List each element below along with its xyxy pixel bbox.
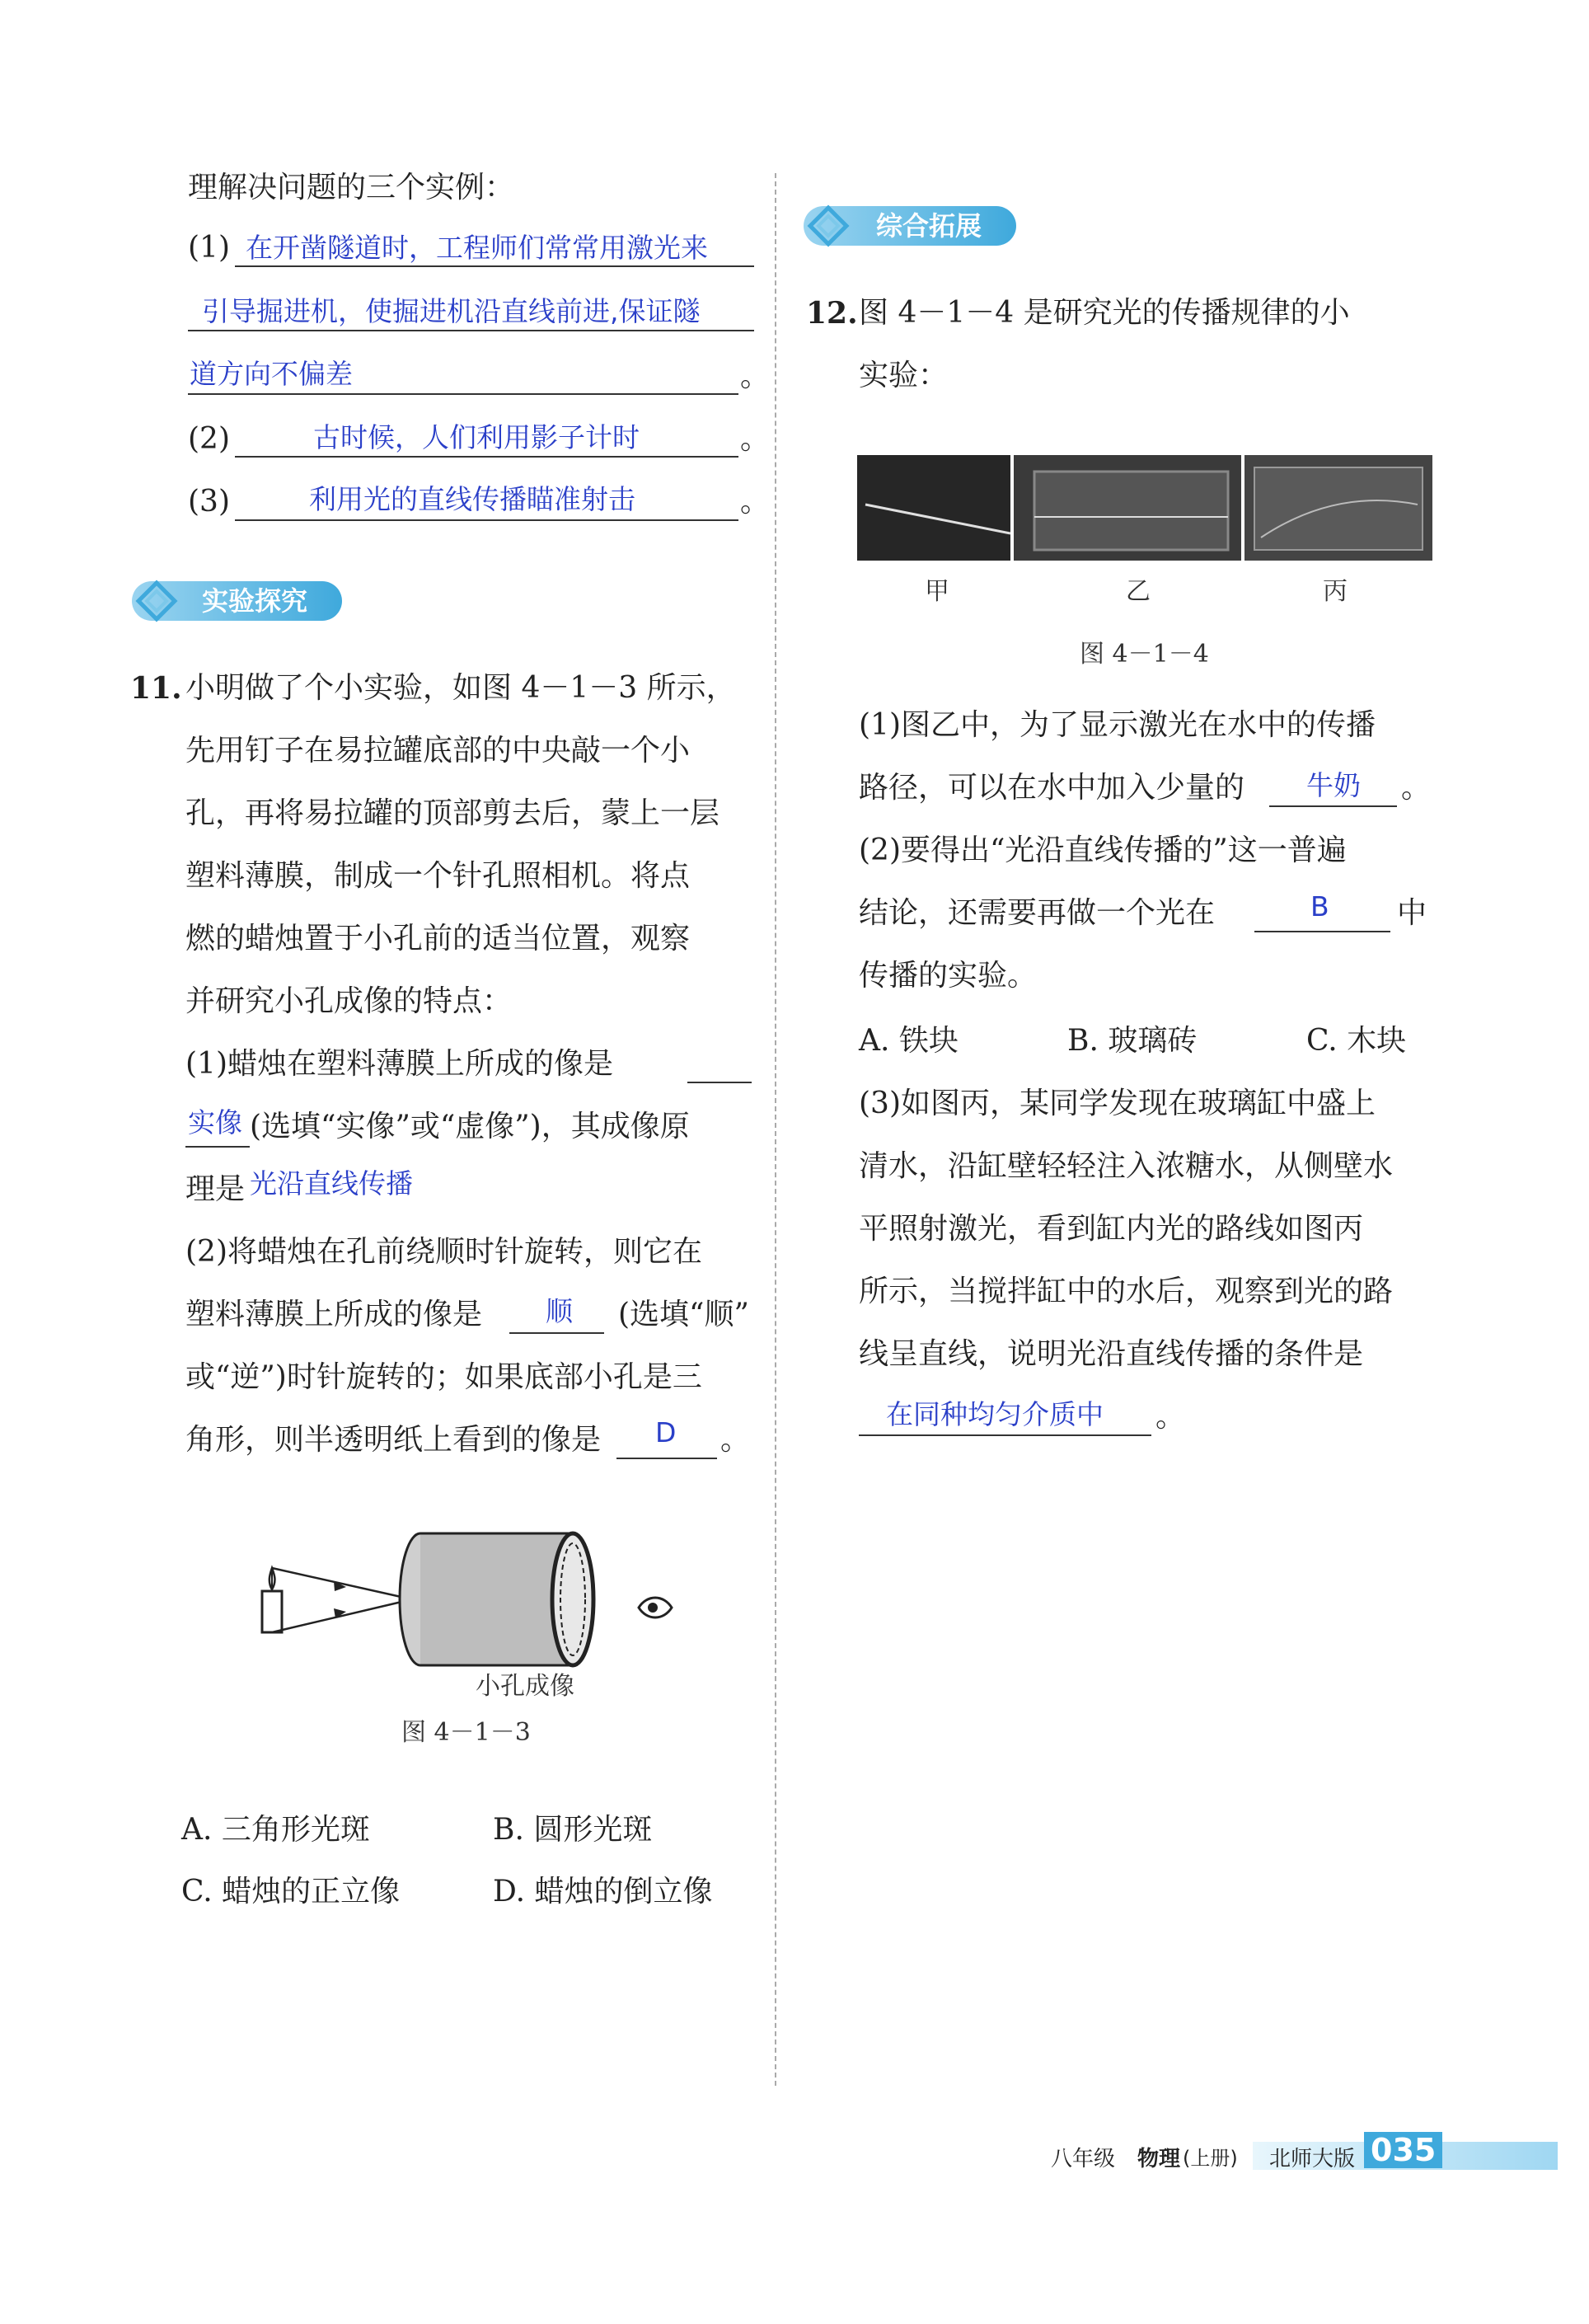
example-1-answer-b: 引导掘进机，使掘进机沿直线前进,保证隧	[202, 295, 701, 327]
q12-part2-text-d: 传播的实验。	[859, 959, 1038, 993]
q12-part1-text-b: 路径，可以在水中加入少量的	[859, 771, 1245, 805]
q12-part1-text: (1)图乙中，为了显示激光在水中的传播	[859, 708, 1376, 742]
section-title: 综合拓展	[876, 210, 982, 242]
q11-part2-answer-2: D	[655, 1416, 677, 1448]
figure-caption: 图 4－1－3	[401, 1718, 531, 1747]
q12-part2-answer: B	[1310, 890, 1329, 923]
q11-part2-answer: 顺	[546, 1295, 573, 1327]
example-1-num: (1)	[188, 231, 230, 265]
q12-line-2: 实验：	[859, 359, 949, 392]
period: 。	[740, 485, 771, 519]
q12-option-c: C. 木块	[1306, 1024, 1407, 1058]
plastic-film	[552, 1533, 593, 1665]
figure-caption: 图 4－1－4	[1080, 640, 1209, 669]
q12-part3-line-4: 所示，当搅拌缸中的水后，观察到光的路	[859, 1275, 1394, 1308]
footer-subject: 物理	[1137, 2147, 1181, 2171]
q11-line-4: 塑料薄膜，制成一个针孔照相机。将点	[185, 859, 691, 893]
q12-part2-text-c: 中	[1397, 896, 1427, 930]
option-a: A. 三角形光斑	[181, 1813, 370, 1847]
candle-icon	[262, 1591, 282, 1632]
q12-part3-answer: 在同种均匀介质中	[886, 1398, 1104, 1430]
period: 。	[720, 1423, 751, 1457]
period: 。	[740, 359, 771, 393]
q12-part3-line-3: 平照射激光，看到缸内光的路线如图丙	[859, 1212, 1364, 1246]
q11-part1-answer: 实像	[188, 1106, 242, 1139]
example-2-answer: 古时候，人们利用影子计时	[313, 421, 640, 453]
footer-edition: 北师大版	[1269, 2147, 1356, 2171]
section-badge-experiment	[132, 581, 342, 621]
example-2-num: (2)	[188, 422, 230, 456]
q11-line-3: 孔，再将易拉罐的顶部剪去后，蒙上一层	[185, 796, 720, 830]
example-1-answer-a: 在开凿隧道时，工程师们常常用激光来	[246, 232, 708, 264]
example-3-answer: 利用光的直线传播瞄准射击	[309, 483, 635, 515]
q12-part2-text: (2)要得出“光沿直线传播的”这一普遍	[859, 833, 1347, 867]
q12-part3-line-2: 清水，沿缸壁轻轻注入浓糖水，从侧壁水	[859, 1149, 1394, 1183]
q11-part2-text-c: (选填“顺”	[618, 1298, 749, 1331]
section-logo-icon	[802, 201, 860, 251]
q11-line-5: 燃的蜡烛置于小孔前的适当位置，观察	[185, 922, 691, 955]
option-c: C. 蜡烛的正立像	[181, 1875, 401, 1908]
q11-part2-text: (2)将蜡烛在孔前绕顺时针旋转，则它在	[185, 1235, 702, 1269]
q11-line-6: 并研究小孔成像的特点：	[185, 984, 513, 1018]
q11-part1-answer-2: 光沿直线传播	[250, 1167, 413, 1200]
pinhole-camera-figure	[247, 1509, 692, 1674]
q12-part3-line-1: (3)如图丙，某同学发现在玻璃缸中盛上	[859, 1087, 1376, 1120]
figure-label: 小孔成像	[476, 1672, 574, 1701]
q12-line-1: 图 4－1－4 是研究光的传播规律的小	[859, 296, 1350, 330]
intro-text: 理解决问题的三个实例：	[188, 171, 515, 204]
photo-jia	[857, 455, 1010, 561]
photo-bing	[1244, 455, 1432, 561]
q11-part1-text-c: 理是	[185, 1172, 246, 1206]
q11-line-1: 小明做了个小实验，如图 4－1－3 所示，	[185, 671, 736, 705]
q11-part2-text-e: 角形，则半透明纸上看到的像是	[185, 1423, 602, 1457]
period: 。	[740, 422, 771, 456]
q11-part2-text-d: 或“逆”)时针旋转的；如果底部小孔是三	[185, 1360, 702, 1394]
q12-option-a: A. 铁块	[859, 1024, 959, 1058]
example-3-num: (3)	[188, 485, 230, 519]
question-12-number: 12.	[806, 296, 858, 331]
q11-part2-text-b: 塑料薄膜上所成的像是	[185, 1298, 483, 1331]
photo-label-yi: 乙	[1126, 577, 1151, 606]
q11-line-2: 先用钉子在易拉罐底部的中央敲一个小	[185, 734, 691, 768]
section-title: 实验探究	[202, 585, 308, 617]
q12-part3-line-5: 线呈直线，说明光沿直线传播的条件是	[859, 1337, 1364, 1371]
column-divider	[775, 173, 776, 2086]
q12-option-b: B. 玻璃砖	[1067, 1024, 1198, 1058]
q11-part1-text: (1)蜡烛在塑料薄膜上所成的像是	[185, 1047, 613, 1081]
footer-grade: 八年级	[1051, 2147, 1116, 2171]
section-logo-icon	[130, 576, 188, 626]
period: 。	[1401, 771, 1432, 805]
footer-volume: (上册)	[1183, 2147, 1238, 2170]
q12-part1-answer: 牛奶	[1306, 769, 1361, 801]
q12-part2-text-b: 结论，还需要再做一个光在	[859, 896, 1216, 930]
question-11-number: 11.	[130, 671, 182, 706]
option-d: D. 蜡烛的倒立像	[493, 1875, 713, 1908]
photo-yi	[1014, 455, 1241, 561]
period: 。	[1155, 1400, 1186, 1434]
q11-part1-text-b: (选填“实像”或“虚像”)，其成像原	[250, 1110, 690, 1143]
photo-label-bing: 丙	[1323, 577, 1348, 606]
page-number: 035	[1364, 2132, 1442, 2168]
example-1-answer-c: 道方向不偏差	[190, 358, 353, 390]
section-badge-extension	[804, 206, 1016, 246]
photo-label-jia: 甲	[925, 577, 949, 606]
option-b: B. 圆形光斑	[493, 1813, 653, 1847]
